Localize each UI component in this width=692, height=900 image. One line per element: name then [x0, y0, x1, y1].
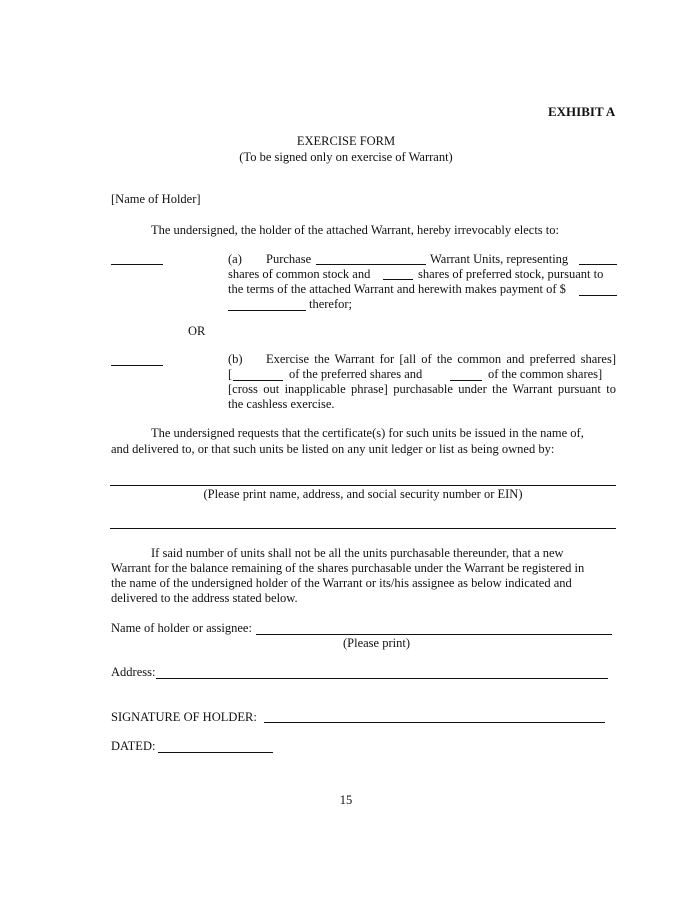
intro-text: The undersigned, the holder of the attached Warrant, hereby irrevocably elects to:: [151, 223, 559, 237]
option-a-purchase: Purchase: [266, 252, 312, 266]
payment-amount-blank-2[interactable]: [228, 310, 306, 311]
option-a-marker: (a): [228, 252, 242, 266]
dated-label: DATED:: [111, 739, 156, 753]
request-line-1: The undersigned requests that the certificate(s) for such units be issued in the name of,: [151, 426, 584, 440]
warrant-units-blank[interactable]: [316, 264, 426, 265]
owner-address-line[interactable]: [110, 528, 616, 529]
common-shares-blank[interactable]: [383, 279, 413, 280]
option-b-line3: [cross out inapplicable phrase] purchasable under the Warrant pursuant to: [228, 382, 616, 396]
form-title: EXERCISE FORM: [296, 134, 396, 148]
option-b-line2b: of the common shares]: [488, 367, 603, 381]
form-subtitle: (To be signed only on exercise of Warrant): [239, 150, 453, 164]
option-b-marker: (b): [228, 352, 243, 366]
print-caption: (Please print name, address, and social security number or EIN): [203, 487, 523, 501]
owner-name-line[interactable]: [110, 485, 616, 486]
dated-field-line[interactable]: [158, 752, 273, 753]
address-label: Address:: [111, 665, 156, 679]
option-b-line4: the cashless exercise.: [228, 397, 335, 411]
balance-line-4: delivered to the address stated below.: [111, 591, 298, 605]
option-a-checkline[interactable]: [111, 264, 163, 265]
option-b-checkline[interactable]: [111, 365, 163, 366]
name-caption: (Please print): [343, 636, 410, 650]
name-label: Name of holder or assignee:: [111, 621, 252, 635]
exhibit-label: EXHIBIT A: [548, 104, 616, 119]
signature-label: SIGNATURE OF HOLDER:: [111, 710, 257, 724]
or-label: OR: [188, 324, 206, 338]
option-b-bracket: [: [228, 367, 233, 381]
signature-field-line[interactable]: [264, 722, 605, 723]
option-b-line2a: of the preferred shares and: [289, 367, 423, 381]
option-a-line2a: shares of common stock and: [228, 267, 371, 281]
request-line-2: and delivered to, or that such units be listed on any unit ledger or list as being owned by:: [111, 442, 555, 456]
preferred-shares-blank[interactable]: [233, 380, 283, 381]
common-shares-b-blank[interactable]: [450, 380, 482, 381]
option-a-line2b: shares of preferred stock, pursuant to: [418, 267, 604, 281]
option-b-line1: Exercise the Warrant for [all of the common and preferred shares]: [266, 352, 616, 366]
page-number: 15: [339, 793, 353, 807]
holder-placeholder: [Name of Holder]: [111, 192, 201, 206]
option-a-units-text: Warrant Units, representing: [430, 252, 569, 266]
balance-line-2: Warrant for the balance remaining of the shares purchasable under the Warrant be registered in: [111, 561, 585, 575]
representing-shares-blank[interactable]: [579, 264, 617, 265]
payment-amount-blank[interactable]: [579, 295, 617, 296]
balance-line-3: the name of the undersigned holder of the Warrant or its/his assignee as below indicated and: [111, 576, 572, 590]
option-a-line3: the terms of the attached Warrant and herewith makes payment of $: [228, 282, 566, 296]
name-field-line[interactable]: [256, 634, 612, 635]
balance-line-1: If said number of units shall not be all the units purchasable thereunder, that a new: [151, 546, 564, 560]
address-field-line[interactable]: [156, 678, 608, 679]
option-a-line4: therefor;: [309, 297, 353, 311]
